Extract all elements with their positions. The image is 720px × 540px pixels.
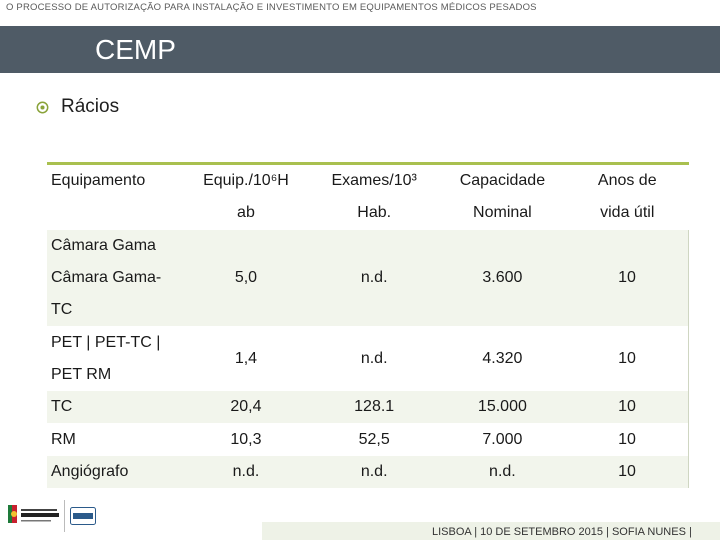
equipment-cell: TC [47,391,182,423]
header-cell: Exames/10³ [310,164,439,198]
equip-ratio-cell: 1,4 [234,349,258,367]
section-label: Rácios [61,96,120,117]
exames-cell: n.d. [310,456,439,488]
equipment-line: PET RM [51,365,112,383]
exames-cell: n.d. [360,349,388,367]
ratios-table [47,162,689,488]
equipment-line: TC [51,301,73,318]
equipment-line: Câmara Gama [51,237,156,254]
section-bullet [36,96,119,118]
capacidade-cell: 7.000 [482,430,523,448]
table-row [47,326,689,391]
capacidade-cell: 15.000 [439,391,566,423]
anos-cell: 10 [566,326,688,391]
exames-cell: 128.1 [310,391,439,423]
exames-cell: 52,5 [358,430,390,448]
target-circle-icon [36,101,49,114]
equipment-cell [47,326,182,391]
table-row [47,456,689,488]
table-row [47,230,689,327]
header-cell: Equip./10⁶H [182,164,309,198]
header-cell: Anos de [566,164,688,198]
anos-cell: 10 [566,456,688,488]
title-band [0,26,720,73]
header-cell: Capacidade [439,164,566,198]
header-row-1 [47,164,689,198]
capacidade-cell: 3.600 [439,230,566,327]
table-row [47,423,689,456]
header-cell: ab [182,197,309,230]
equipment-cell: Angiógrafo [47,456,182,488]
header-cell: vida útil [566,197,688,230]
anos-cell: 10 [566,230,688,327]
header-cell: Equipamento [47,164,182,198]
equip-ratio-cell: 5,0 [182,230,309,327]
capacidade-cell: 4.320 [482,349,523,367]
header-cell [47,197,182,230]
equipment-line: PET | PET-TC | [51,333,161,351]
band-title: CEMP [95,34,176,65]
header-cell: Hab. [310,197,439,230]
capacidade-cell: n.d. [439,456,566,488]
acss-logo [70,507,96,525]
anos-cell: 10 [566,391,688,423]
equipment-cell [47,230,182,327]
table-row [47,391,689,423]
equip-ratio-cell: 20,4 [182,391,309,423]
exames-cell: n.d. [310,230,439,327]
república-portugal-logo [8,503,60,527]
header-cell: Nominal [439,197,566,230]
footer-text: LISBOA | 10 DE SETEMBRO 2015 | SOFIA NUNES | [432,526,692,538]
header-row-2 [47,197,689,230]
equip-ratio-cell: 10,3 [230,430,262,448]
equipment-line: Câmara Gama- [51,269,162,286]
header-title: O PROCESSO DE AUTORIZAÇÃO PARA INSTALAÇÃO E INVESTIMENTO EM EQUIPAMENTOS MÉDICOS PESADOS [6,2,537,13]
anos-cell: 10 [566,423,688,456]
equip-ratio-cell: n.d. [182,456,309,488]
equipment-cell: RM [51,430,76,448]
logo-separator [64,500,65,532]
